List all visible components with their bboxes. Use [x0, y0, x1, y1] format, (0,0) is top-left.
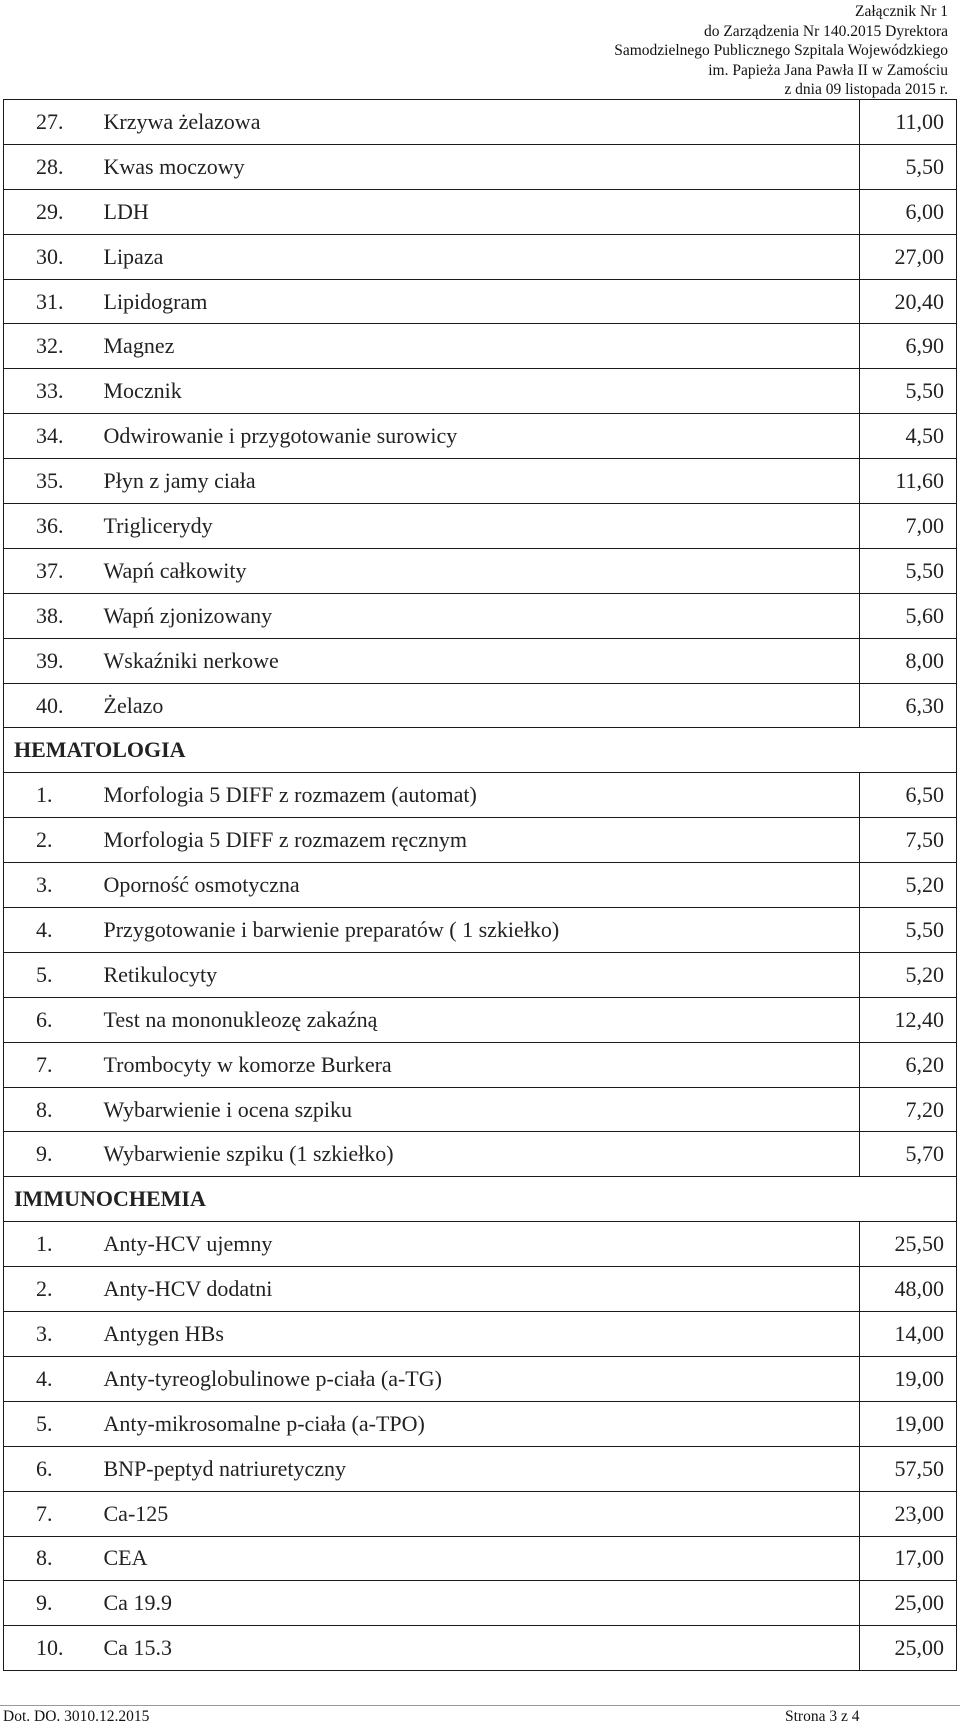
- row-number: 7.: [4, 1042, 90, 1087]
- table-row: [4, 1267, 957, 1312]
- table-row: [4, 952, 957, 997]
- price-list-body: [4, 100, 957, 1671]
- test-price: 6,90: [860, 324, 957, 369]
- test-name: Wybarwienie i ocena szpiku: [90, 1087, 860, 1132]
- table-row: [4, 1581, 957, 1626]
- row-number: 38.: [4, 593, 90, 638]
- test-name: Anty-HCV ujemny: [90, 1222, 860, 1267]
- row-number: 40.: [4, 683, 90, 728]
- row-number: 2.: [4, 1267, 90, 1312]
- row-number: 39.: [4, 638, 90, 683]
- test-name: Ca-125: [90, 1491, 860, 1536]
- test-price: 4,50: [860, 414, 957, 459]
- table-row: [4, 459, 957, 504]
- table-row: [4, 1626, 957, 1671]
- test-price: 6,20: [860, 1042, 957, 1087]
- table-row: [4, 908, 957, 953]
- row-number: 29.: [4, 189, 90, 234]
- header-line-hospital: Samodzielnego Publicznego Szpitala Wojewódzkiego: [614, 42, 948, 60]
- row-number: 4.: [4, 1356, 90, 1401]
- row-number: 7.: [4, 1491, 90, 1536]
- test-price: 5,50: [860, 548, 957, 593]
- test-name: Anty-mikrosomalne p-ciała (a-TPO): [90, 1401, 860, 1446]
- row-number: 9.: [4, 1581, 90, 1626]
- row-number: 37.: [4, 548, 90, 593]
- row-number: 34.: [4, 414, 90, 459]
- test-name: Kwas moczowy: [90, 144, 860, 189]
- test-price: 11,60: [860, 459, 957, 504]
- header-line-patron: im. Papieża Jana Pawła II w Zamościu: [708, 61, 948, 79]
- table-row: [4, 324, 957, 369]
- test-price: 25,00: [860, 1626, 957, 1671]
- test-name: Morfologia 5 DIFF z rozmazem (automat): [90, 773, 860, 818]
- test-name: Anty-tyreoglobulinowe p-ciała (a-TG): [90, 1356, 860, 1401]
- test-name: Trombocyty w komorze Burkera: [90, 1042, 860, 1087]
- footer-divider: [0, 1705, 960, 1706]
- table-row: [4, 1087, 957, 1132]
- test-name: Ca 15.3: [90, 1626, 860, 1671]
- table-row: [4, 414, 957, 459]
- table-row: [4, 1042, 957, 1087]
- test-name: BNP-peptyd natriuretyczny: [90, 1446, 860, 1491]
- table-row: [4, 189, 957, 234]
- test-name: Test na mononukleozę zakaźną: [90, 997, 860, 1042]
- row-number: 27.: [4, 100, 90, 145]
- row-number: 3.: [4, 1312, 90, 1357]
- test-name: Płyn z jamy ciała: [90, 459, 860, 504]
- test-price: 7,00: [860, 504, 957, 549]
- test-price: 20,40: [860, 279, 957, 324]
- test-price: 17,00: [860, 1536, 957, 1581]
- test-name: Wybarwienie szpiku (1 szkiełko): [90, 1132, 860, 1177]
- row-number: 36.: [4, 504, 90, 549]
- test-price: 8,00: [860, 638, 957, 683]
- table-row: [4, 1356, 957, 1401]
- section-header-row: [4, 1177, 957, 1222]
- test-name: Magnez: [90, 324, 860, 369]
- row-number: 35.: [4, 459, 90, 504]
- test-price: 48,00: [860, 1267, 957, 1312]
- header-line-attachment: Załącznik Nr 1: [855, 3, 948, 20]
- row-number: 10.: [4, 1626, 90, 1671]
- test-name: Triglicerydy: [90, 504, 860, 549]
- row-number: 9.: [4, 1132, 90, 1177]
- row-number: 6.: [4, 1446, 90, 1491]
- row-number: 30.: [4, 234, 90, 279]
- test-price: 6,00: [860, 189, 957, 234]
- section-header-row: [4, 728, 957, 773]
- table-row: [4, 593, 957, 638]
- section-title: HEMATOLOGIA: [4, 728, 957, 773]
- test-name: Wskaźniki nerkowe: [90, 638, 860, 683]
- row-number: 32.: [4, 324, 90, 369]
- row-number: 2.: [4, 818, 90, 863]
- footer-document-id: Dot. DO. 3010.12.2015: [3, 1708, 150, 1725]
- test-name: Anty-HCV dodatni: [90, 1267, 860, 1312]
- section-title: IMMUNOCHEMIA: [4, 1177, 957, 1222]
- test-price: 5,50: [860, 369, 957, 414]
- row-number: 31.: [4, 279, 90, 324]
- test-name: Wapń zjonizowany: [90, 593, 860, 638]
- test-name: Lipaza: [90, 234, 860, 279]
- table-row: [4, 1401, 957, 1446]
- row-number: 28.: [4, 144, 90, 189]
- row-number: 1.: [4, 773, 90, 818]
- table-row: [4, 863, 957, 908]
- table-row: [4, 1222, 957, 1267]
- table-row: [4, 818, 957, 863]
- test-name: Morfologia 5 DIFF z rozmazem ręcznym: [90, 818, 860, 863]
- test-price: 19,00: [860, 1356, 957, 1401]
- footer-page-number: Strona 3 z 4: [785, 1708, 860, 1725]
- table-row: [4, 1446, 957, 1491]
- table-row: [4, 1312, 957, 1357]
- test-price: 12,40: [860, 997, 957, 1042]
- row-number: 8.: [4, 1087, 90, 1132]
- test-price: 25,50: [860, 1222, 957, 1267]
- test-name: Retikulocyty: [90, 952, 860, 997]
- table-row: [4, 683, 957, 728]
- test-price: 5,50: [860, 908, 957, 953]
- document-header: [428, 2, 948, 100]
- test-name: Żelazo: [90, 683, 860, 728]
- table-row: [4, 144, 957, 189]
- test-price: 6,50: [860, 773, 957, 818]
- row-number: 6.: [4, 997, 90, 1042]
- price-list-table: [3, 99, 957, 1671]
- test-name: CEA: [90, 1536, 860, 1581]
- test-price: 27,00: [860, 234, 957, 279]
- test-price: 57,50: [860, 1446, 957, 1491]
- table-row: [4, 1491, 957, 1536]
- test-price: 14,00: [860, 1312, 957, 1357]
- test-price: 23,00: [860, 1491, 957, 1536]
- table-row: [4, 1536, 957, 1581]
- test-price: 11,00: [860, 100, 957, 145]
- test-price: 25,00: [860, 1581, 957, 1626]
- header-line-date: z dnia 09 listopada 2015 r.: [784, 81, 948, 99]
- test-name: Antygen HBs: [90, 1312, 860, 1357]
- test-name: Krzywa żelazowa: [90, 100, 860, 145]
- row-number: 33.: [4, 369, 90, 414]
- test-price: 19,00: [860, 1401, 957, 1446]
- row-number: 8.: [4, 1536, 90, 1581]
- test-name: Przygotowanie i barwienie preparatów ( 1 szkiełko): [90, 908, 860, 953]
- test-price: 5,70: [860, 1132, 957, 1177]
- table-row: [4, 369, 957, 414]
- test-price: 7,20: [860, 1087, 957, 1132]
- test-name: Wapń całkowity: [90, 548, 860, 593]
- row-number: 4.: [4, 908, 90, 953]
- test-price: 6,30: [860, 683, 957, 728]
- table-row: [4, 100, 957, 145]
- table-row: [4, 773, 957, 818]
- row-number: 5.: [4, 1401, 90, 1446]
- test-name: LDH: [90, 189, 860, 234]
- test-price: 5,20: [860, 863, 957, 908]
- table-row: [4, 638, 957, 683]
- test-name: Mocznik: [90, 369, 860, 414]
- table-row: [4, 997, 957, 1042]
- row-number: 5.: [4, 952, 90, 997]
- table-row: [4, 548, 957, 593]
- test-price: 5,20: [860, 952, 957, 997]
- table-row: [4, 234, 957, 279]
- header-line-ordinance: do Zarządzenia Nr 140.2015 Dyrektora: [703, 22, 948, 40]
- table-row: [4, 504, 957, 549]
- test-name: Oporność osmotyczna: [90, 863, 860, 908]
- row-number: 3.: [4, 863, 90, 908]
- table-row: [4, 1132, 957, 1177]
- test-price: 7,50: [860, 818, 957, 863]
- test-name: Odwirowanie i przygotowanie surowicy: [90, 414, 860, 459]
- test-name: Ca 19.9: [90, 1581, 860, 1626]
- test-price: 5,50: [860, 144, 957, 189]
- table-row: [4, 279, 957, 324]
- row-number: 1.: [4, 1222, 90, 1267]
- test-price: 5,60: [860, 593, 957, 638]
- test-name: Lipidogram: [90, 279, 860, 324]
